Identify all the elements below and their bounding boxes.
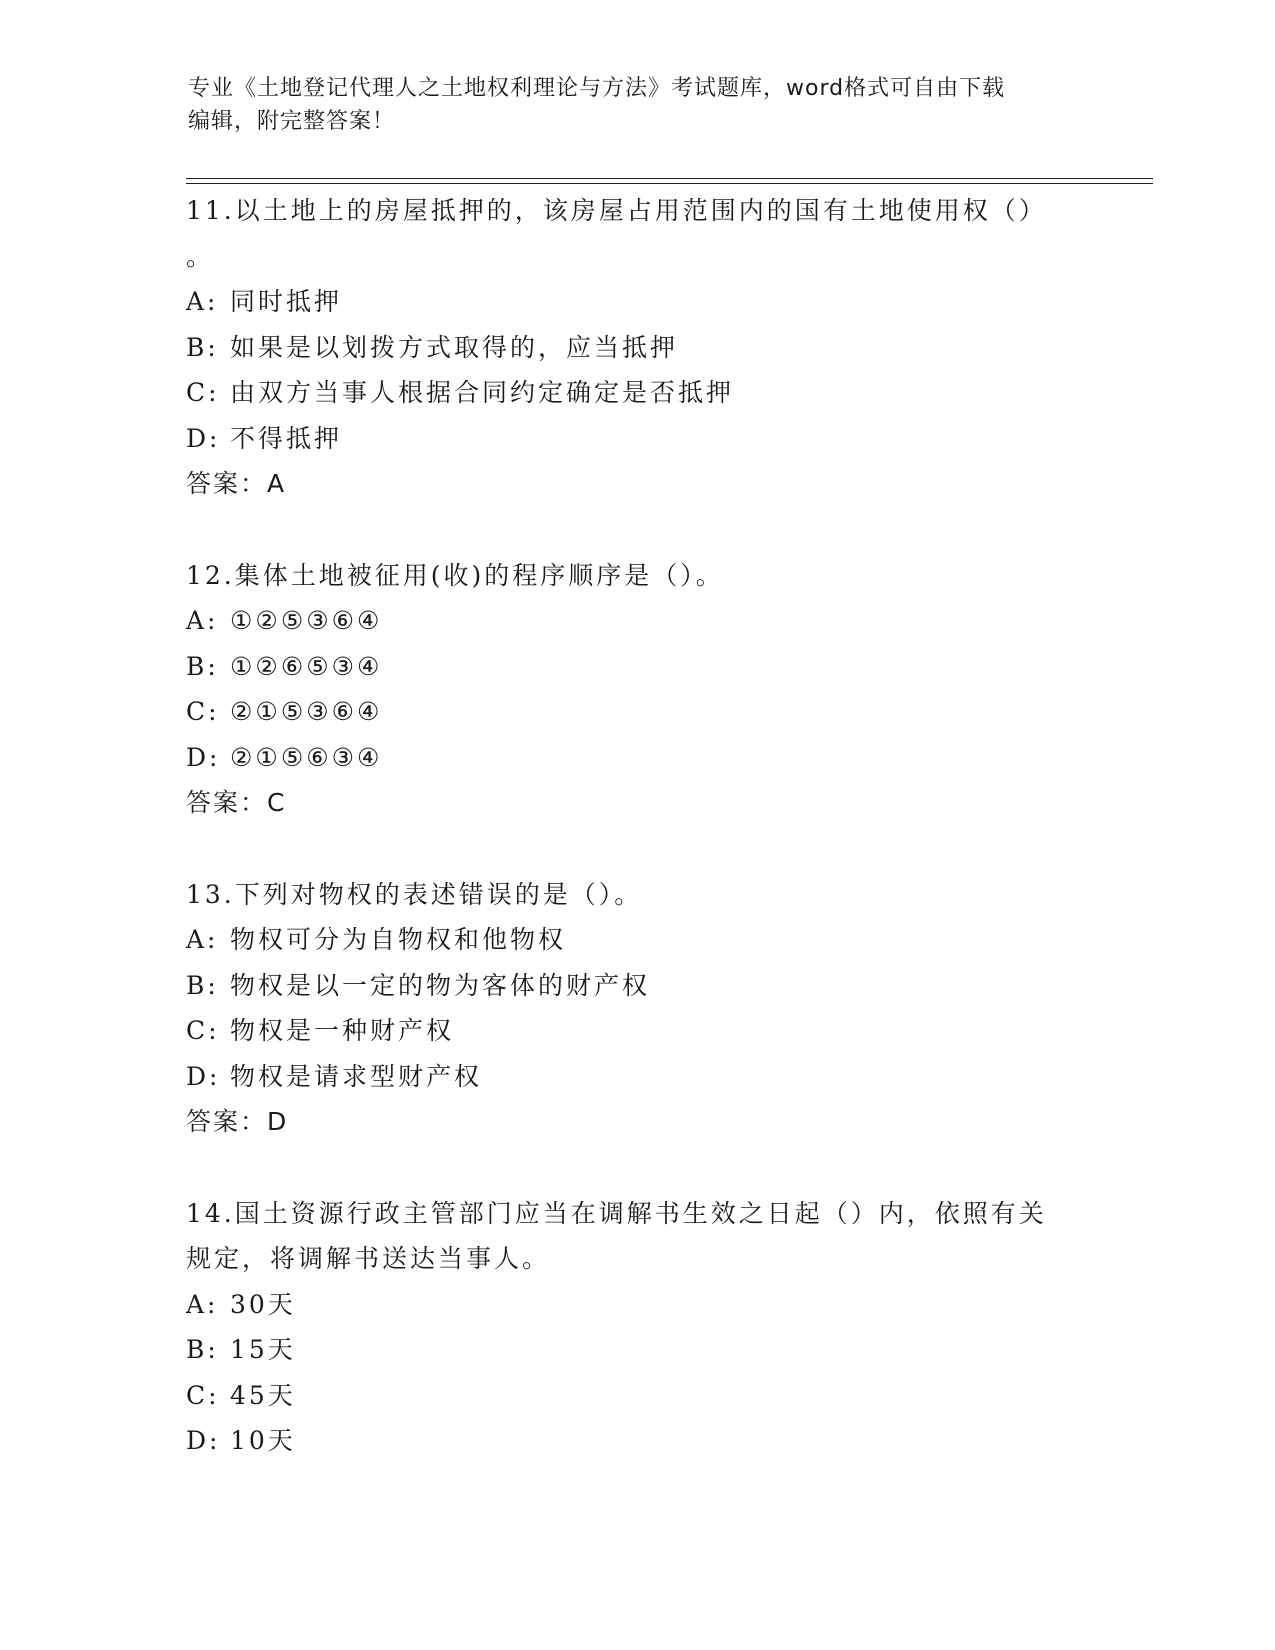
- option-b: [186, 644, 1086, 690]
- option-key: A:: [186, 925, 219, 954]
- question-stem: 规定，将调解书送达当事人。: [186, 1244, 551, 1273]
- option-text: 30天: [230, 1289, 296, 1319]
- option-text: 物权是以一定的物为客体的财产权: [230, 970, 651, 1000]
- question-stem: 。: [186, 241, 215, 271]
- header-line-2: 编辑，附完整答案！: [188, 109, 396, 134]
- option-a: [186, 598, 1086, 644]
- option-text: 物权是一种财产权: [230, 1016, 455, 1045]
- question-12: [186, 553, 1086, 826]
- option-c: [186, 1008, 1086, 1054]
- question-11: [186, 188, 1086, 507]
- question-14: [186, 1191, 1086, 1464]
- option-key: B:: [186, 1335, 219, 1364]
- option-text: 同时抵押: [230, 287, 343, 316]
- option-text: ①②⑤③⑥④: [230, 606, 383, 635]
- option-text: 15天: [230, 1335, 296, 1364]
- option-text: 物权是请求型财产权: [230, 1061, 483, 1091]
- option-d: [186, 416, 1086, 462]
- question-stem: 12.集体土地被征用(收)的程序顺序是（）。: [186, 560, 724, 590]
- option-d: [186, 1054, 1086, 1100]
- answer-line: 答案：C: [186, 788, 287, 817]
- header-line-1: 专业《土地登记代理人之土地权利理论与方法》考试题库，word格式可自由下载: [188, 76, 1006, 101]
- option-text: ①②⑥⑤③④: [230, 651, 383, 681]
- option-key: A:: [186, 1289, 219, 1319]
- option-text: 不得抵押: [230, 423, 343, 453]
- option-key: B:: [186, 970, 219, 1000]
- header-divider-bottom: [186, 183, 1153, 184]
- option-c: [186, 370, 1086, 416]
- question-list: [186, 188, 1086, 1464]
- option-text: 10天: [230, 1426, 296, 1455]
- option-text: 45天: [230, 1380, 296, 1410]
- option-key: D:: [186, 1426, 221, 1455]
- option-b: [186, 963, 1086, 1009]
- option-key: A:: [186, 606, 219, 635]
- option-key: C:: [186, 1380, 220, 1410]
- option-text: 物权可分为自物权和他物权: [230, 925, 567, 954]
- option-text: ②①⑤③⑥④: [230, 697, 383, 726]
- option-text: 由双方当事人根据合同约定确定是否抵押: [230, 378, 735, 407]
- option-key: D:: [186, 423, 221, 453]
- option-key: B:: [186, 332, 219, 362]
- option-a: [186, 1282, 1086, 1328]
- option-key: D:: [186, 1061, 221, 1091]
- answer-line: 答案：D: [186, 1107, 289, 1136]
- option-key: C:: [186, 1016, 220, 1045]
- document-header: [188, 72, 1068, 138]
- question-stem: 14.国土资源行政主管部门应当在调解书生效之日起（）内，依照有关: [186, 1198, 1047, 1228]
- option-a: [186, 917, 1086, 963]
- header-divider-top: [186, 178, 1153, 179]
- option-d: [186, 1418, 1086, 1464]
- option-a: [186, 279, 1086, 325]
- option-c: [186, 1373, 1086, 1419]
- option-key: D:: [186, 742, 221, 772]
- option-text: ②①⑤⑥③④: [230, 742, 383, 772]
- answer-line: 答案：A: [186, 469, 287, 498]
- option-c: [186, 689, 1086, 735]
- question-13: [186, 872, 1086, 1145]
- option-text: 如果是以划拨方式取得的，应当抵押: [230, 332, 679, 362]
- option-b: [186, 325, 1086, 371]
- option-key: A:: [186, 287, 219, 316]
- option-b: [186, 1327, 1086, 1373]
- question-stem: 13.下列对物权的表述错误的是（）。: [186, 879, 643, 909]
- question-stem: 11.以土地上的房屋抵押的，该房屋占用范围内的国有土地使用权（）: [186, 196, 1047, 225]
- option-key: C:: [186, 378, 220, 407]
- option-key: B:: [186, 651, 219, 681]
- option-d: [186, 735, 1086, 781]
- option-key: C:: [186, 697, 220, 726]
